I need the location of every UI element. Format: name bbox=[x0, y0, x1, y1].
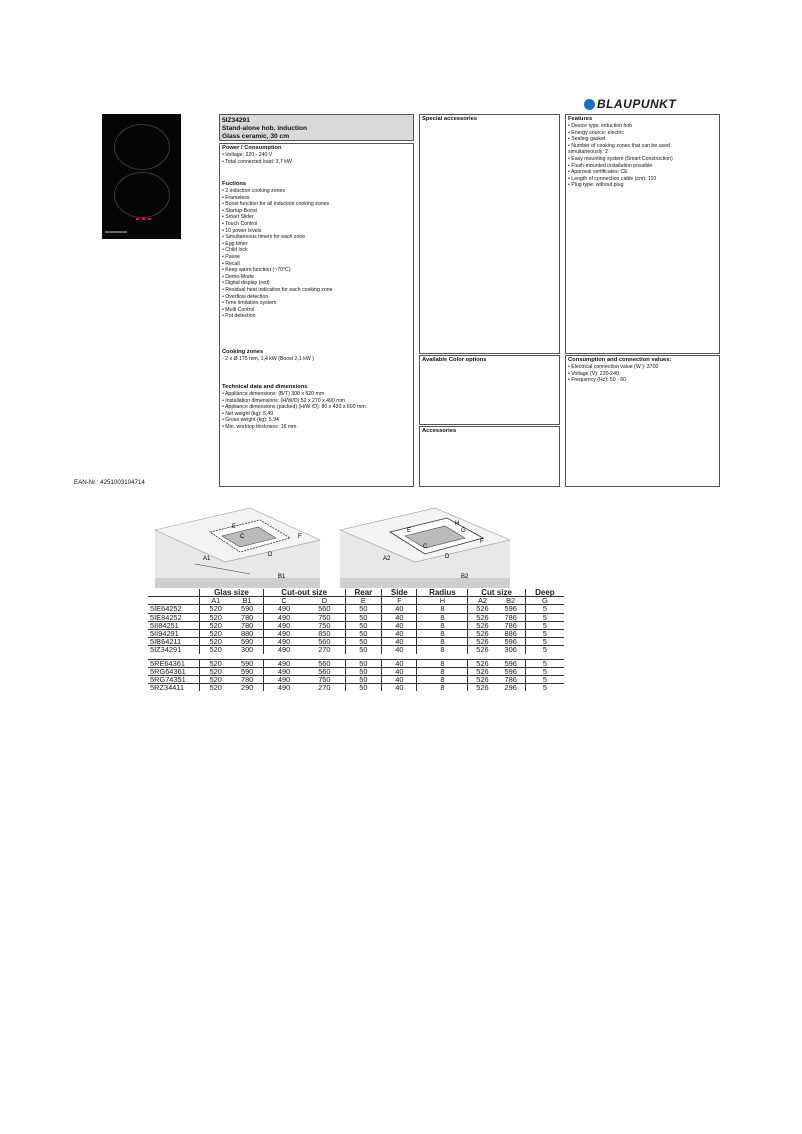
diagram-label: F bbox=[298, 534, 302, 540]
model-cell: 5IE84252 bbox=[148, 613, 200, 621]
consumption-box bbox=[565, 355, 720, 487]
model-cell: 5RG64361 bbox=[148, 667, 200, 675]
value-cell: 750 bbox=[304, 621, 345, 629]
value-cell: 596 bbox=[497, 659, 526, 667]
value-cell: 750 bbox=[304, 676, 345, 684]
list-item: • Min. worktop thickness: 16 mm bbox=[222, 423, 297, 430]
list-item: • Multi Control bbox=[222, 306, 255, 313]
value-cell: 8 bbox=[417, 646, 468, 654]
value-cell: 490 bbox=[263, 676, 304, 684]
value-cell: 490 bbox=[263, 646, 304, 654]
list-item: • Keep warm function (~70°C) bbox=[222, 267, 291, 274]
list-item: simultaneously: 2 bbox=[568, 149, 609, 156]
value-cell: 560 bbox=[304, 659, 345, 667]
value-cell: 50 bbox=[345, 667, 382, 675]
value-cell: 5 bbox=[542, 658, 547, 668]
value-cell: 40 bbox=[382, 659, 417, 667]
value-cell: 5 bbox=[525, 630, 564, 638]
value-cell: 50 bbox=[345, 621, 382, 629]
features-heading: Features bbox=[568, 116, 593, 122]
value-cell: 5 bbox=[525, 613, 564, 621]
list-item: • Energy source: electric bbox=[568, 129, 625, 136]
value-cell: 526 bbox=[476, 604, 489, 614]
cooking-zone-bottom bbox=[114, 172, 170, 218]
model-cell: 5II84251 bbox=[148, 621, 200, 629]
column-header: D bbox=[304, 597, 345, 605]
value-cell: 520 bbox=[200, 630, 232, 638]
value-cell: 8 bbox=[417, 684, 468, 692]
value-cell: 306 bbox=[497, 646, 526, 654]
column-header: A1 bbox=[200, 597, 232, 605]
value-cell: 560 bbox=[304, 638, 345, 646]
value-cell: 5 bbox=[542, 604, 547, 614]
value-cell: 40 bbox=[382, 646, 417, 654]
hob-logo-mark bbox=[105, 231, 127, 233]
value-cell: 750 bbox=[304, 613, 345, 621]
value-cell: 526 bbox=[468, 676, 497, 684]
diagram-label: C bbox=[423, 544, 428, 550]
product-title-box bbox=[219, 114, 414, 141]
list-item: • Digital display (red) bbox=[222, 280, 270, 287]
value-cell: 850 bbox=[304, 630, 345, 638]
diagram-label: G bbox=[461, 528, 466, 534]
list-item: • Voltage (V): 220-240 bbox=[568, 370, 619, 377]
list-item: • Length of connection cable (cm): 110 bbox=[568, 175, 657, 182]
column-header: G bbox=[525, 597, 564, 605]
model-cell: 5RE64361 bbox=[148, 659, 200, 667]
value-cell: 40 bbox=[382, 621, 417, 629]
value-cell: 8 bbox=[417, 676, 468, 684]
diagram-label: F bbox=[480, 539, 484, 545]
value-cell: 50 bbox=[345, 684, 382, 692]
functions-heading: Fuctions bbox=[222, 181, 247, 187]
value-cell: 880 bbox=[231, 630, 263, 638]
value-cell: 290 bbox=[231, 684, 263, 692]
value-cell: 780 bbox=[231, 621, 263, 629]
value-cell: 490 bbox=[263, 684, 304, 692]
list-item: • Touch Control bbox=[222, 220, 258, 227]
list-item: • Frequency (Hz): 50 - 60 bbox=[568, 377, 627, 384]
table-row bbox=[148, 684, 564, 692]
group-header: Cut size bbox=[468, 589, 525, 597]
column-header: F bbox=[382, 597, 417, 605]
value-cell: 490 bbox=[263, 621, 304, 629]
column-header: C bbox=[263, 597, 304, 605]
value-cell: 780 bbox=[231, 613, 263, 621]
consumption-heading: Consumption and connection values: bbox=[568, 357, 672, 363]
product-title-line1: Stand-alone hob. induction bbox=[222, 125, 307, 132]
model-cell: 5IE64252 bbox=[148, 605, 200, 613]
value-cell: 50 bbox=[345, 605, 382, 613]
diagram-label: E bbox=[407, 528, 412, 534]
model-cell: 5IZ34291 bbox=[148, 646, 200, 654]
value-cell: 300 bbox=[231, 646, 263, 654]
value-cell: 40 bbox=[382, 667, 417, 675]
value-cell: 596 bbox=[497, 638, 526, 646]
list-item: • Child lock bbox=[222, 247, 248, 254]
list-item: • Sealing gasket bbox=[568, 136, 606, 143]
color-options-box bbox=[419, 355, 560, 425]
diagram-label: B1 bbox=[278, 574, 286, 580]
brand-logo-icon bbox=[584, 99, 595, 110]
value-cell: 780 bbox=[231, 676, 263, 684]
group-header: Radius bbox=[417, 589, 468, 597]
value-cell: 296 bbox=[497, 684, 526, 692]
value-cell: 50 bbox=[345, 638, 382, 646]
list-item: • Device type: induction hob bbox=[568, 123, 633, 129]
value-cell: 590 bbox=[231, 638, 263, 646]
special-accessories-box bbox=[419, 114, 560, 354]
technical-heading: Technical data and dimensions bbox=[222, 384, 308, 390]
list-item: • Easy mounting system (Smart Construction) bbox=[568, 155, 673, 162]
list-item: • Time limitation system bbox=[222, 300, 277, 307]
list-item: • Overflow detection bbox=[222, 293, 269, 300]
list-item: • Flush-mounted installation possible bbox=[568, 162, 653, 169]
value-cell: 5 bbox=[525, 667, 564, 675]
value-cell: 5 bbox=[525, 676, 564, 684]
list-item: • Installation dimensions: (H/W/D) 52 x 270 x 490 mm bbox=[222, 397, 345, 404]
value-cell: 8 bbox=[417, 605, 468, 613]
group-header: Cut-out size bbox=[263, 589, 345, 597]
diagram-label: A2 bbox=[383, 556, 391, 562]
list-item: • Appliance dimensions (packed) (H/W /D): 80 x 430 x 600 mm bbox=[222, 404, 366, 411]
value-cell: 40 bbox=[382, 630, 417, 638]
list-item: • Frameless bbox=[222, 194, 250, 201]
value-cell: 5 bbox=[525, 684, 564, 692]
model-cell: 5RZ34411 bbox=[148, 684, 200, 692]
value-cell: 520 bbox=[209, 658, 222, 668]
column-header: A2 bbox=[468, 597, 497, 605]
value-cell: 50 bbox=[345, 646, 382, 654]
list-item: • Approval certificates: CE bbox=[568, 169, 628, 176]
list-item: • Simultaneous timers for each zone bbox=[222, 234, 306, 241]
display-segment bbox=[136, 218, 139, 220]
value-cell: 490 bbox=[277, 604, 291, 614]
column-header: E bbox=[345, 597, 382, 605]
model-cell: 5II94291 bbox=[148, 630, 200, 638]
value-cell: 490 bbox=[263, 630, 304, 638]
value-cell: 786 bbox=[497, 621, 526, 629]
value-cell: 590 bbox=[231, 659, 263, 667]
column-header: B1 bbox=[231, 597, 263, 605]
value-cell: 526 bbox=[468, 684, 497, 692]
list-item: • 10 power levels bbox=[222, 227, 262, 234]
diagram-label: B2 bbox=[461, 574, 469, 580]
table-body-b bbox=[148, 659, 564, 691]
brand-logo: BLAUPUNKT bbox=[597, 97, 677, 111]
value-cell: 40 bbox=[382, 684, 417, 692]
special-accessories-heading: Special accessories bbox=[422, 116, 478, 122]
list-item: • Demo-Mode bbox=[222, 273, 254, 280]
list-item: • Recall bbox=[222, 260, 240, 267]
list-item: • Pause bbox=[222, 253, 240, 260]
value-cell: 526 bbox=[468, 638, 497, 646]
cooking-zones-heading: Cooking zones bbox=[222, 349, 264, 355]
value-cell: 520 bbox=[200, 621, 232, 629]
value-cell: 8 bbox=[417, 621, 468, 629]
list-item: • Voltage: 220 - 240 V bbox=[222, 152, 273, 158]
value-cell: 526 bbox=[468, 667, 497, 675]
features-list bbox=[568, 123, 718, 189]
list-item: • 2 induction cooking zones bbox=[222, 188, 285, 194]
value-cell: 596 bbox=[497, 605, 526, 613]
value-cell: 786 bbox=[497, 676, 526, 684]
value-cell: 560 bbox=[304, 667, 345, 675]
power-list bbox=[222, 152, 412, 165]
value-cell: 8 bbox=[417, 659, 468, 667]
color-options-heading: Available Color options bbox=[422, 357, 487, 363]
value-cell: 8 bbox=[417, 667, 468, 675]
group-header: Rear bbox=[345, 589, 382, 597]
product-code: 5IZ34291 bbox=[222, 117, 250, 124]
model-cell: 5RG74351 bbox=[148, 676, 200, 684]
value-cell: 5 bbox=[525, 621, 564, 629]
value-cell: 490 bbox=[263, 613, 304, 621]
consumption-list bbox=[568, 364, 718, 384]
value-cell: 520 bbox=[200, 667, 232, 675]
value-cell: 520 bbox=[200, 676, 232, 684]
value-cell: 50 bbox=[345, 676, 382, 684]
value-cell: 50 bbox=[345, 613, 382, 621]
list-item: • Electrical connection value (W ): 3700 bbox=[568, 364, 659, 370]
value-cell: 8 bbox=[417, 638, 468, 646]
value-cell: 490 bbox=[263, 638, 304, 646]
value-cell: 526 bbox=[468, 621, 497, 629]
diagram-label: E bbox=[232, 524, 237, 530]
features-box bbox=[565, 114, 720, 354]
column-header: H bbox=[417, 597, 468, 605]
list-item: • Boost function for all induction cooking zones bbox=[222, 201, 330, 208]
list-item: • Pot detection bbox=[222, 313, 256, 320]
list-item: • Number of cooking zones that can be used bbox=[568, 142, 670, 149]
diagram-label: A1 bbox=[203, 556, 211, 562]
group-header: Deep bbox=[525, 589, 564, 597]
ean-number: EAN-Nr.: 4251003104714 bbox=[74, 479, 145, 486]
value-cell: 596 bbox=[497, 667, 526, 675]
value-cell: 786 bbox=[497, 613, 526, 621]
diagram-label: C bbox=[240, 534, 245, 540]
list-item: • Plug type: without plug bbox=[568, 182, 624, 189]
value-cell: 40 bbox=[382, 605, 417, 613]
value-cell: 526 bbox=[468, 630, 497, 638]
model-cell: 5IB64211 bbox=[148, 638, 200, 646]
value-cell: 40 bbox=[382, 676, 417, 684]
value-cell: 520 bbox=[209, 604, 222, 614]
power-heading: Power / Consumption bbox=[222, 145, 282, 151]
value-cell: 520 bbox=[200, 646, 232, 654]
value-cell: 560 bbox=[304, 605, 345, 613]
list-item: • Total connected load: 3,7 kW bbox=[222, 158, 292, 165]
value-cell: 8 bbox=[417, 630, 468, 638]
functions-list bbox=[222, 188, 412, 320]
value-cell: 40 bbox=[382, 638, 417, 646]
table-body-a bbox=[148, 605, 564, 654]
spec-box bbox=[219, 143, 414, 487]
accessories-box bbox=[419, 426, 560, 487]
list-item: • Net weight (kg): 5,49 bbox=[222, 410, 274, 417]
product-image bbox=[102, 114, 181, 239]
value-cell: 490 bbox=[263, 667, 304, 675]
dimensions-table bbox=[148, 589, 564, 691]
cooking-zone-top bbox=[114, 124, 170, 170]
group-header: Glas size bbox=[200, 589, 264, 597]
diagram-label: H bbox=[455, 521, 460, 527]
value-cell: 270 bbox=[304, 646, 345, 654]
technical-list bbox=[222, 391, 412, 431]
value-cell: 520 bbox=[200, 638, 232, 646]
list-item: • Gross weight (kg): 5,94 bbox=[222, 417, 279, 424]
product-title-line2: Glass ceramic, 30 cm bbox=[222, 133, 290, 140]
list-item: • Appliance dimensions: (B/T) 300 x 520 mm bbox=[222, 391, 325, 397]
value-cell: 526 bbox=[468, 613, 497, 621]
display-segment bbox=[142, 218, 145, 220]
list-item: - 2 x Ø 175 mm, 1,4 kW (Boost 2,1 kW ) bbox=[222, 356, 314, 362]
list-item: • Smart Slider bbox=[222, 214, 254, 221]
value-cell: 590 bbox=[231, 605, 263, 613]
accessories-heading: Accessories bbox=[422, 428, 457, 434]
value-cell: 5 bbox=[525, 638, 564, 646]
value-cell: 526 bbox=[476, 658, 489, 668]
display-segment bbox=[148, 218, 151, 220]
list-item: • Residual heat indication for each cooking zone bbox=[222, 286, 333, 293]
table-row bbox=[148, 646, 564, 654]
installation-diagram-left bbox=[150, 500, 330, 588]
diagram-label: D bbox=[268, 552, 273, 558]
value-cell: 490 bbox=[277, 658, 291, 668]
value-cell: 40 bbox=[382, 613, 417, 621]
value-cell: 886 bbox=[497, 630, 526, 638]
diagram-label: D bbox=[445, 554, 450, 560]
value-cell: 50 bbox=[345, 659, 382, 667]
list-item: • Egg timer bbox=[222, 240, 248, 247]
value-cell: 50 bbox=[345, 630, 382, 638]
value-cell: 590 bbox=[231, 667, 263, 675]
list-item: • Startup-Boost bbox=[222, 207, 257, 214]
value-cell: 520 bbox=[200, 684, 232, 692]
value-cell: 520 bbox=[200, 613, 232, 621]
value-cell: 5 bbox=[525, 646, 564, 654]
installation-diagram-right bbox=[335, 500, 515, 588]
column-header: B2 bbox=[497, 597, 526, 605]
group-header: Side bbox=[382, 589, 417, 597]
cooking-zones-list bbox=[222, 356, 412, 363]
value-cell: 526 bbox=[468, 646, 497, 654]
value-cell: 270 bbox=[304, 684, 345, 692]
value-cell: 8 bbox=[417, 613, 468, 621]
table-row bbox=[148, 605, 564, 613]
